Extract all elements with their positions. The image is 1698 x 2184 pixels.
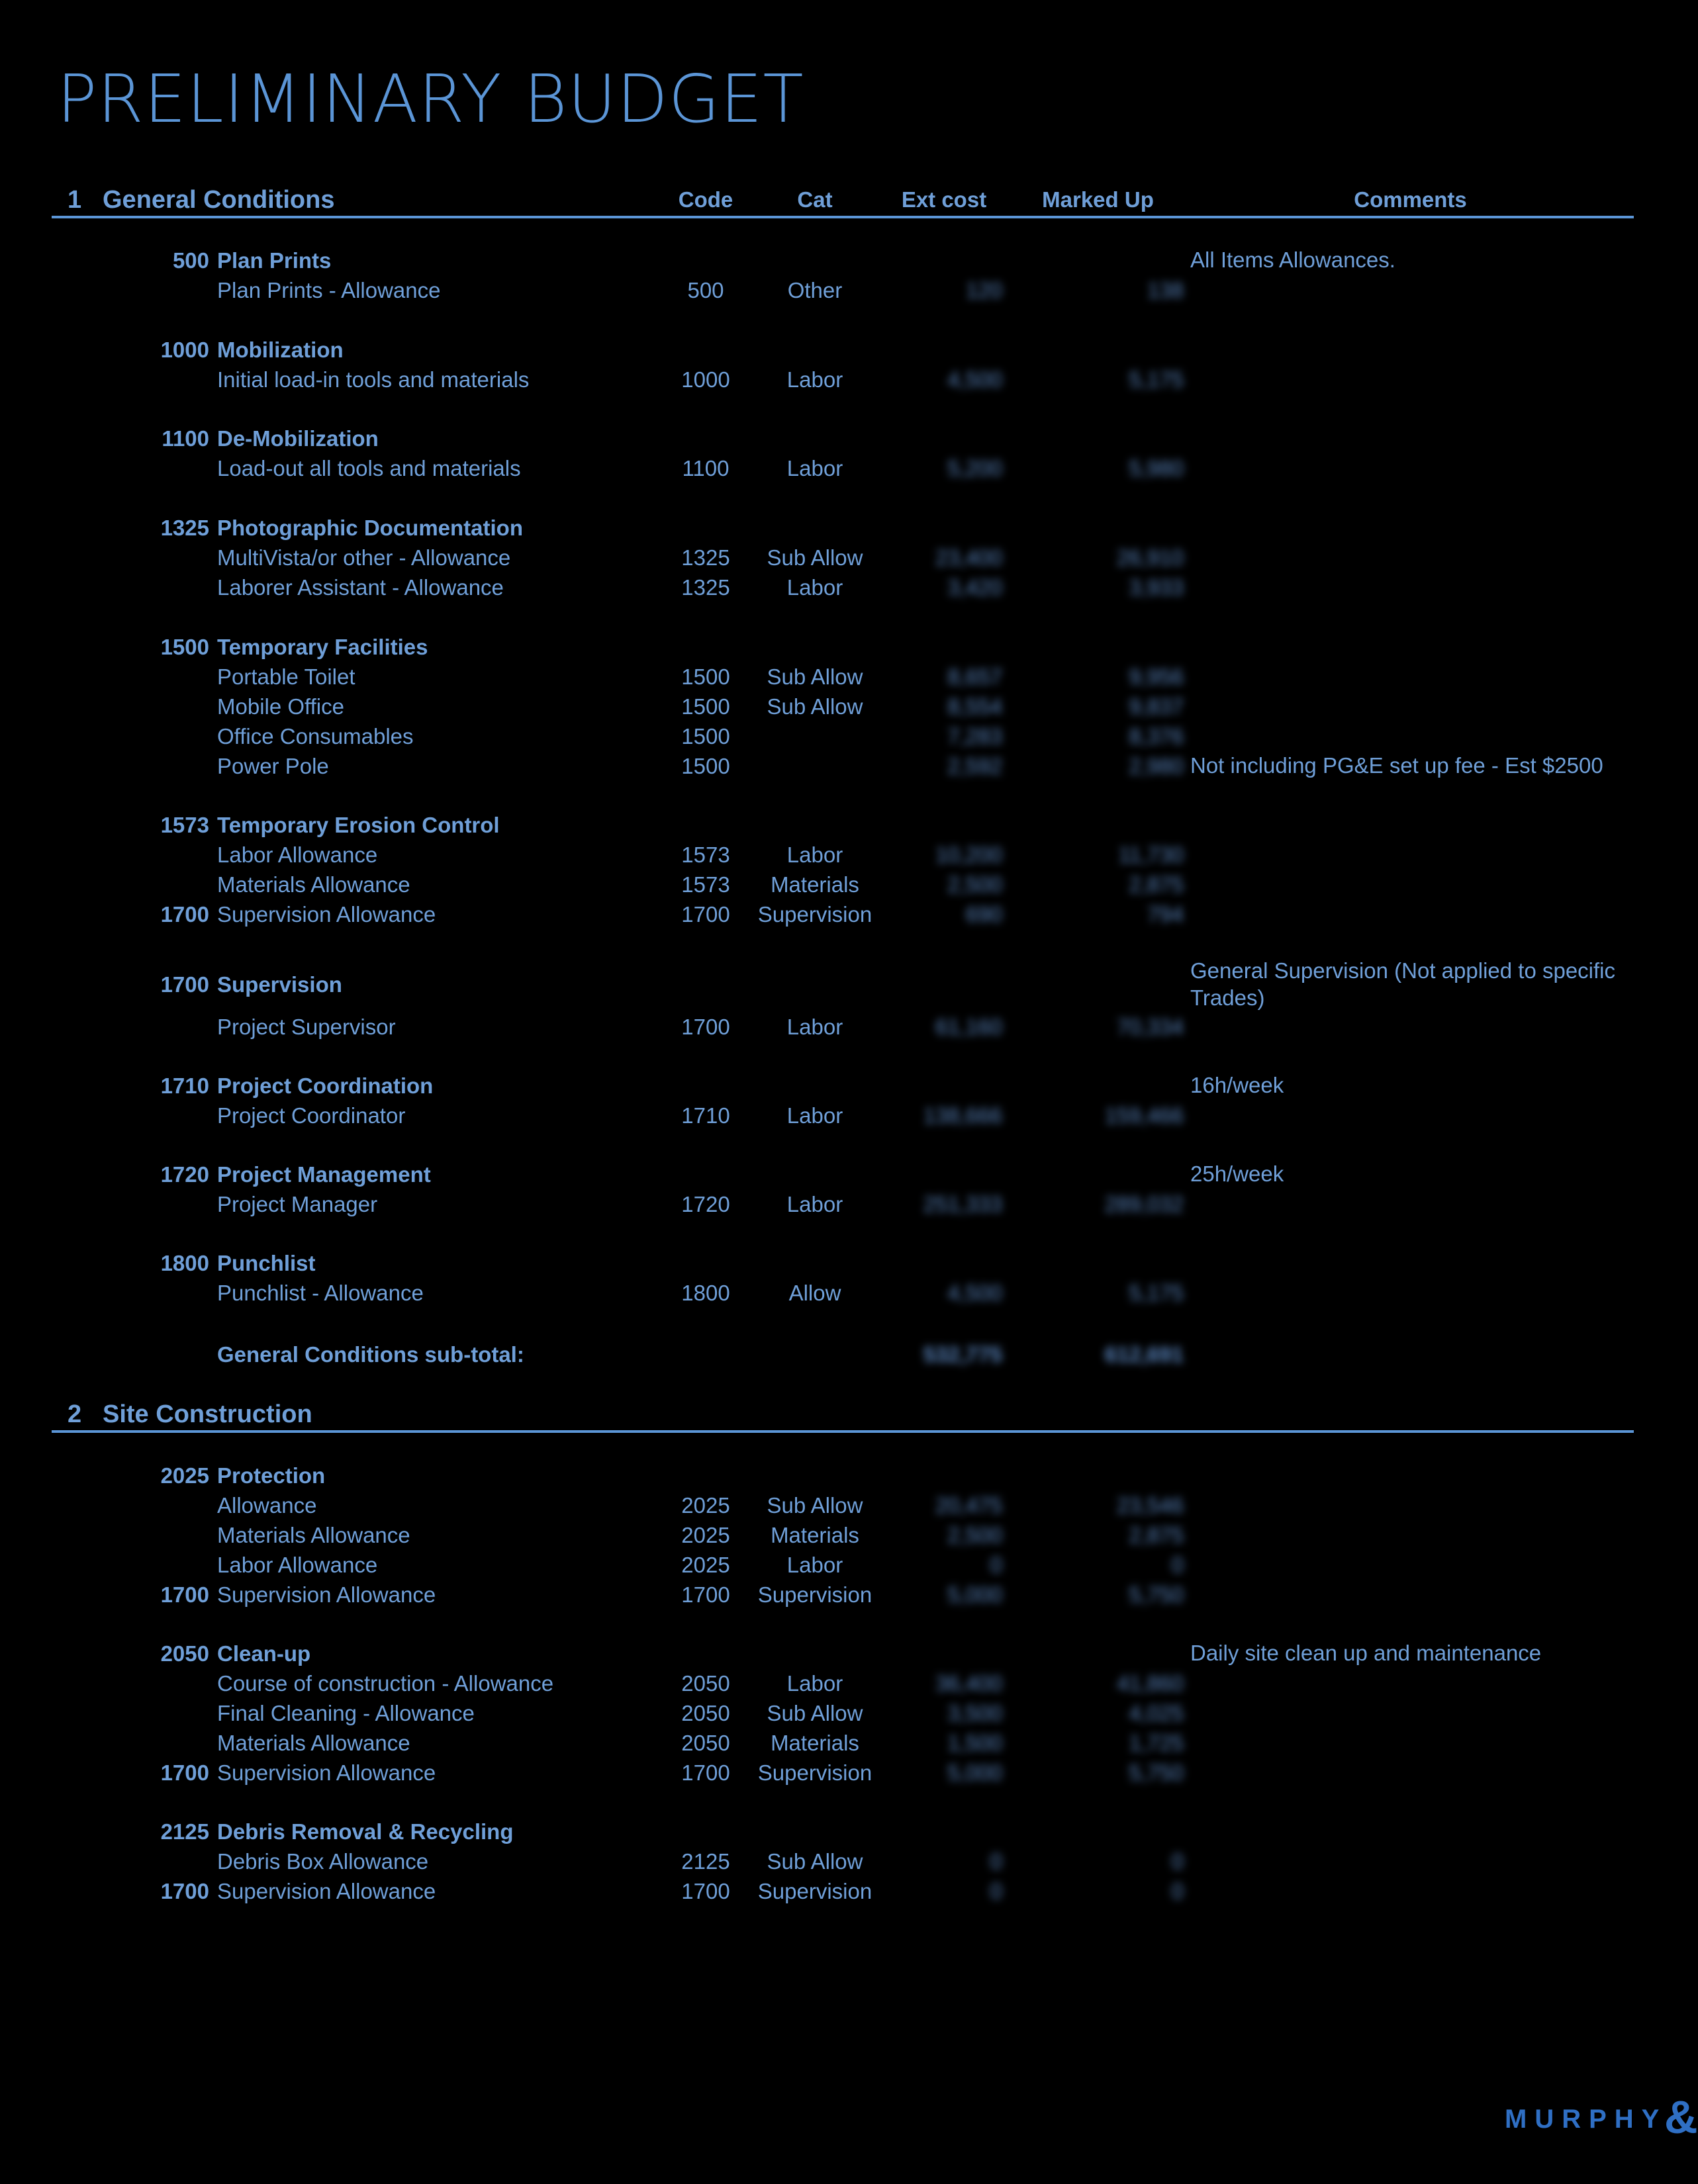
item-category: Materials xyxy=(771,1731,859,1755)
line-item-row xyxy=(0,543,1688,572)
item-category: Sub Allow xyxy=(767,694,863,719)
item-category: Labor xyxy=(786,1671,843,1696)
ext-cost-value: 2,500 xyxy=(947,872,1002,897)
line-item-row xyxy=(0,1758,1688,1788)
item-code: 2050 xyxy=(681,1671,730,1696)
item-description: Project Coordinator xyxy=(217,1103,406,1128)
item-description: Clean-up xyxy=(217,1641,311,1666)
ext-cost-value: 2,500 xyxy=(947,1523,1002,1547)
marked-up-value: 612,691 xyxy=(1104,1342,1184,1367)
marked-up-value: 138 xyxy=(1147,278,1184,302)
line-item-row xyxy=(0,692,1688,721)
item-group-header xyxy=(0,1160,1688,1189)
marked-up-value: 2,875 xyxy=(1129,1523,1184,1547)
item-category: Labor xyxy=(786,1553,843,1577)
line-item-row xyxy=(0,1521,1688,1550)
comment-text: Not including PG&E set up fee - Est $2500 xyxy=(1190,753,1603,778)
item-number: 1700 xyxy=(160,1760,209,1785)
line-item-row xyxy=(0,1699,1688,1728)
item-category: Materials xyxy=(771,1523,859,1547)
item-code: 1500 xyxy=(681,754,730,778)
item-description: MultiVista/or other - Allowance xyxy=(217,545,511,570)
item-code: 1573 xyxy=(681,842,730,867)
item-description: Initial load-in tools and materials xyxy=(217,367,530,392)
comment-text: 25h/week xyxy=(1190,1161,1284,1186)
line-item-row xyxy=(0,276,1688,305)
item-number: 2125 xyxy=(160,1819,209,1844)
item-number: 2025 xyxy=(160,1463,209,1488)
item-code: 1000 xyxy=(681,367,730,392)
line-item-row xyxy=(0,662,1688,692)
item-description: Punchlist xyxy=(217,1251,316,1275)
ext-cost-value: 4,500 xyxy=(947,367,1002,392)
item-category: Supervision xyxy=(757,1582,873,1607)
marked-up-value: 4,025 xyxy=(1129,1701,1184,1725)
logo-ampersand-mark: & xyxy=(1664,2091,1698,2143)
item-number: 1573 xyxy=(160,813,209,837)
item-number: 1720 xyxy=(160,1162,209,1187)
marked-up-value: 1,725 xyxy=(1129,1731,1184,1755)
line-item-row xyxy=(0,841,1688,870)
item-description: Temporary Erosion Control xyxy=(217,813,500,837)
line-item-row xyxy=(0,1101,1688,1130)
ext-cost-value: 5,000 xyxy=(947,1582,1002,1607)
item-number: 1100 xyxy=(162,426,209,451)
marked-up-value: 23,546 xyxy=(1117,1493,1184,1518)
marked-up-value: 289,032 xyxy=(1104,1192,1184,1216)
item-description: Project Manager xyxy=(217,1192,378,1216)
item-description: Mobilization xyxy=(217,338,344,362)
item-group-header xyxy=(0,424,1688,453)
ext-cost-value: 5,000 xyxy=(947,1760,1002,1785)
item-description: Power Pole xyxy=(217,754,329,778)
item-number: 500 xyxy=(172,248,209,273)
item-number: 1325 xyxy=(160,516,209,540)
ext-cost-value: 138,666 xyxy=(923,1103,1002,1128)
ext-cost-value: 7,283 xyxy=(947,724,1002,749)
item-category: Other xyxy=(787,278,843,302)
item-code: 1500 xyxy=(681,664,730,689)
ext-cost-value: 4,500 xyxy=(947,1281,1002,1305)
item-number: 1000 xyxy=(160,338,209,362)
item-category: Supervision xyxy=(757,902,873,927)
ext-cost-value: 36,400 xyxy=(935,1671,1002,1696)
line-item-row xyxy=(0,870,1688,899)
item-category: Sub Allow xyxy=(767,545,863,570)
item-description: Load-out all tools and materials xyxy=(217,456,521,480)
item-category: Sub Allow xyxy=(767,1849,863,1874)
item-group-header xyxy=(0,1639,1688,1668)
marked-up-value: 5,750 xyxy=(1129,1760,1184,1785)
line-item-row xyxy=(0,454,1688,483)
item-code: 2050 xyxy=(681,1731,730,1755)
marked-up-value: 9,837 xyxy=(1129,694,1184,719)
item-category: Labor xyxy=(786,456,843,480)
item-code: 2025 xyxy=(681,1553,730,1577)
column-header-comments: Comments xyxy=(1354,187,1467,212)
column-header-cat: Cat xyxy=(797,187,833,212)
item-code: 1720 xyxy=(681,1192,730,1216)
item-number: 1700 xyxy=(160,972,209,997)
comment-text: General Supervision (Not applied to specific Trades) xyxy=(1190,958,1616,1010)
item-description: Labor Allowance xyxy=(217,1553,378,1577)
line-item-row xyxy=(0,1013,1688,1042)
marked-up-value: 3,933 xyxy=(1129,575,1184,600)
item-description: Supervision xyxy=(217,972,342,997)
item-code: 1325 xyxy=(681,545,730,570)
item-code: 1800 xyxy=(681,1281,730,1305)
item-category: Supervision xyxy=(757,1760,873,1785)
line-item-row xyxy=(0,1551,1688,1580)
section-header xyxy=(0,1398,1688,1431)
item-code: 1700 xyxy=(681,1760,730,1785)
item-category: Supervision xyxy=(757,1879,873,1903)
item-description: Plan Prints xyxy=(217,248,332,273)
marked-up-value: 2,875 xyxy=(1129,872,1184,897)
ext-cost-value: 3,420 xyxy=(947,575,1002,600)
item-code: 1700 xyxy=(681,1015,730,1039)
item-code: 1700 xyxy=(681,1879,730,1903)
item-description: Debris Box Allowance xyxy=(217,1849,429,1874)
item-code: 1573 xyxy=(681,872,730,897)
item-description: Materials Allowance xyxy=(217,1523,410,1547)
item-description: Punchlist - Allowance xyxy=(217,1281,424,1305)
marked-up-value: 5,980 xyxy=(1129,456,1184,480)
item-category: Sub Allow xyxy=(767,1701,863,1725)
item-description: Allowance xyxy=(217,1493,317,1518)
item-code: 1700 xyxy=(681,902,730,927)
marked-up-value: 41,860 xyxy=(1117,1671,1184,1696)
item-group-header xyxy=(0,958,1688,1010)
ext-cost-value: 23,400 xyxy=(935,545,1002,570)
ext-cost-value: 2,592 xyxy=(947,754,1002,778)
item-description: Laborer Assistant - Allowance xyxy=(217,575,504,600)
item-code: 1710 xyxy=(681,1103,730,1128)
section-divider xyxy=(52,216,1634,218)
item-group-header xyxy=(0,1071,1688,1101)
item-category: Materials xyxy=(771,872,859,897)
item-number: 1700 xyxy=(160,902,209,927)
item-description: Course of construction - Allowance xyxy=(217,1671,554,1696)
item-description: Final Cleaning - Allowance xyxy=(217,1701,475,1725)
line-item-row xyxy=(0,752,1688,781)
item-category: Allow xyxy=(788,1281,841,1305)
item-code: 2125 xyxy=(681,1849,730,1874)
item-description: Debris Removal & Recycling xyxy=(217,1819,514,1844)
marked-up-value: 5,175 xyxy=(1129,367,1184,392)
ext-cost-value: 8,657 xyxy=(947,664,1002,689)
item-description: Plan Prints - Allowance xyxy=(217,278,441,302)
marked-up-value: 5,750 xyxy=(1129,1582,1184,1607)
comment-text: All Items Allowances. xyxy=(1190,248,1395,272)
marked-up-value: 9,956 xyxy=(1129,664,1184,689)
company-logo: MURPHY xyxy=(1505,2105,1668,2134)
section-header xyxy=(0,183,1688,216)
marked-up-value: 8,376 xyxy=(1129,724,1184,749)
line-item-row xyxy=(0,1847,1688,1876)
marked-up-value: 159,466 xyxy=(1104,1103,1184,1128)
column-header-marked-up: Marked Up xyxy=(1042,187,1154,212)
item-group-header xyxy=(0,514,1688,543)
ext-cost-value: 61,160 xyxy=(935,1015,1002,1039)
item-group-header xyxy=(0,1461,1688,1490)
ext-cost-value: 0 xyxy=(990,1849,1002,1874)
item-group-header xyxy=(0,633,1688,662)
item-description: Project Coordination xyxy=(217,1073,434,1098)
item-category: Labor xyxy=(786,1192,843,1216)
page-title: PRELIMINARY BUDGET xyxy=(57,60,804,138)
item-description: Materials Allowance xyxy=(217,1731,410,1755)
line-item-row xyxy=(0,1279,1688,1308)
item-description: Project Management xyxy=(217,1162,431,1187)
item-code: 1500 xyxy=(681,724,730,749)
item-code: 1100 xyxy=(682,456,730,480)
item-category: Labor xyxy=(786,367,843,392)
line-item-row xyxy=(0,1580,1688,1610)
subtotal-row xyxy=(0,1340,1688,1369)
item-description: Protection xyxy=(217,1463,326,1488)
item-description: Supervision Allowance xyxy=(217,1582,436,1607)
section-title: General Conditions xyxy=(103,186,335,214)
section-number: 2 xyxy=(68,1400,82,1428)
ext-cost-value: 1,500 xyxy=(947,1731,1002,1755)
item-number: 1800 xyxy=(160,1251,209,1275)
ext-cost-value: 20,475 xyxy=(935,1493,1002,1518)
item-description: Supervision Allowance xyxy=(217,1879,436,1903)
item-description: General Conditions sub-total: xyxy=(217,1342,524,1367)
item-description: Office Consumables xyxy=(217,724,414,749)
marked-up-value: 26,910 xyxy=(1117,545,1184,570)
item-code: 2025 xyxy=(681,1523,730,1547)
line-item-row xyxy=(0,1491,1688,1520)
item-description: Project Supervisor xyxy=(217,1015,396,1039)
ext-cost-value: 8,554 xyxy=(947,694,1002,719)
item-category: Labor xyxy=(786,1015,843,1039)
item-description: Materials Allowance xyxy=(217,872,410,897)
marked-up-value: 0 xyxy=(1171,1553,1184,1577)
column-header-code: Code xyxy=(678,187,733,212)
line-item-row xyxy=(0,722,1688,751)
item-code: 1500 xyxy=(681,694,730,719)
ext-cost-value: 532,775 xyxy=(923,1342,1002,1367)
item-category: Labor xyxy=(786,1103,843,1128)
line-item-row xyxy=(0,365,1688,394)
marked-up-value: 2,980 xyxy=(1129,754,1184,778)
item-code: 2050 xyxy=(681,1701,730,1725)
line-item-row xyxy=(0,900,1688,929)
item-number: 2050 xyxy=(160,1641,209,1666)
ext-cost-value: 3,500 xyxy=(947,1701,1002,1725)
item-category: Sub Allow xyxy=(767,664,863,689)
item-description: De-Mobilization xyxy=(217,426,379,451)
item-description: Supervision Allowance xyxy=(217,902,436,927)
item-group-header xyxy=(0,811,1688,840)
item-category: Labor xyxy=(786,842,843,867)
ext-cost-value: 0 xyxy=(990,1553,1002,1577)
item-number: 1710 xyxy=(160,1073,209,1098)
section-title: Site Construction xyxy=(103,1400,312,1428)
section-divider xyxy=(52,1430,1634,1433)
item-code: 1325 xyxy=(681,575,730,600)
item-number: 1700 xyxy=(160,1879,209,1903)
item-category: Sub Allow xyxy=(767,1493,863,1518)
comment-text: Daily site clean up and maintenance xyxy=(1190,1641,1542,1665)
ext-cost-value: 10,200 xyxy=(935,842,1002,867)
marked-up-value: 5,175 xyxy=(1129,1281,1184,1305)
item-description: Labor Allowance xyxy=(217,842,378,867)
item-description: Portable Toilet xyxy=(217,664,355,689)
ext-cost-value: 251,333 xyxy=(923,1192,1002,1216)
marked-up-value: 0 xyxy=(1171,1849,1184,1874)
marked-up-value: 11,730 xyxy=(1118,842,1184,867)
ext-cost-value: 690 xyxy=(965,902,1002,927)
line-item-row xyxy=(0,1190,1688,1219)
item-code: 2025 xyxy=(681,1493,730,1518)
marked-up-value: 794 xyxy=(1147,902,1184,927)
item-group-header xyxy=(0,246,1688,275)
column-header-ext-cost: Ext cost xyxy=(901,187,987,212)
item-number: 1500 xyxy=(160,635,209,659)
marked-up-value: 70,334 xyxy=(1117,1015,1184,1039)
ext-cost-value: 0 xyxy=(990,1879,1002,1903)
item-group-header xyxy=(0,1817,1688,1846)
line-item-row xyxy=(0,1877,1688,1906)
item-code: 500 xyxy=(687,278,724,302)
item-group-header xyxy=(0,1249,1688,1278)
item-description: Mobile Office xyxy=(217,694,344,719)
item-number: 1700 xyxy=(160,1582,209,1607)
line-item-row xyxy=(0,573,1688,602)
section-number: 1 xyxy=(68,186,82,214)
item-category: Labor xyxy=(786,575,843,600)
item-code: 1700 xyxy=(681,1582,730,1607)
comment-text: 16h/week xyxy=(1190,1073,1284,1097)
ext-cost-value: 5,200 xyxy=(947,456,1002,480)
line-item-row xyxy=(0,1669,1688,1698)
marked-up-value: 0 xyxy=(1171,1879,1184,1903)
item-description: Temporary Facilities xyxy=(217,635,428,659)
line-item-row xyxy=(0,1729,1688,1758)
ext-cost-value: 120 xyxy=(965,278,1002,302)
item-description: Photographic Documentation xyxy=(217,516,523,540)
item-description: Supervision Allowance xyxy=(217,1760,436,1785)
item-group-header xyxy=(0,336,1688,365)
